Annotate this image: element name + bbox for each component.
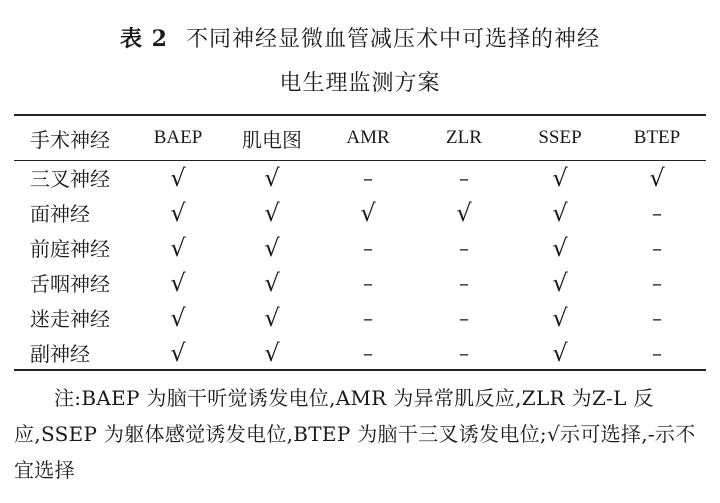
cell-baep: √ — [170, 268, 186, 297]
header-surgical-nerve: 手术神经 — [30, 127, 110, 152]
cell-zlr: – — [459, 340, 469, 365]
cell-baep: √ — [170, 338, 186, 367]
table-row — [14, 230, 706, 265]
cell-emg: √ — [264, 338, 280, 367]
table-row — [14, 335, 706, 370]
row-nerve-name: 舌咽神经 — [30, 272, 110, 296]
table-number-label: 表 2 — [120, 26, 168, 52]
row-nerve-name: 前庭神经 — [30, 237, 110, 261]
cell-baep: √ — [170, 198, 186, 227]
cell-amr: √ — [360, 198, 376, 227]
cell-btep: – — [652, 305, 662, 330]
table-row — [14, 300, 706, 335]
cell-emg: √ — [264, 233, 280, 262]
cell-ssep: √ — [552, 233, 568, 262]
row-nerve-name: 迷走神经 — [30, 307, 110, 331]
header-zlr: ZLR — [446, 127, 482, 148]
cell-baep: √ — [170, 163, 186, 192]
header-baep: BAEP — [153, 127, 203, 148]
cell-btep: – — [652, 270, 662, 295]
header-amr: AMR — [346, 127, 390, 148]
table-row — [14, 265, 706, 300]
cell-amr: – — [363, 305, 373, 330]
header-ssep: SSEP — [538, 127, 582, 148]
table-row — [14, 195, 706, 230]
cell-emg: √ — [264, 268, 280, 297]
table-footnote: 注:BAEP 为脑干听觉诱发电位,AMR 为异常肌反应,ZLR 为Z-L 反应,SSEP 为躯体感觉诱发电位,BTEP 为脑干三叉诱发电位;√示可选择,-示不宜选择 — [14, 386, 696, 482]
cell-baep: √ — [170, 233, 186, 262]
cell-zlr: √ — [456, 198, 472, 227]
monitoring-table — [14, 116, 706, 370]
cell-ssep: √ — [552, 163, 568, 192]
cell-emg: √ — [264, 198, 280, 227]
cell-amr: – — [363, 340, 373, 365]
table-row — [14, 160, 706, 195]
cell-zlr: – — [459, 235, 469, 260]
cell-btep: – — [652, 235, 662, 260]
cell-ssep: √ — [552, 268, 568, 297]
cell-ssep: √ — [552, 303, 568, 332]
cell-amr: – — [363, 165, 373, 190]
cell-emg: √ — [264, 303, 280, 332]
row-nerve-name: 三叉神经 — [30, 167, 110, 191]
cell-btep: √ — [649, 163, 665, 192]
cell-amr: – — [363, 270, 373, 295]
row-nerve-name: 面神经 — [30, 202, 90, 226]
cell-baep: √ — [170, 303, 186, 332]
table-header-row — [14, 116, 706, 160]
cell-zlr: – — [459, 305, 469, 330]
table-title — [0, 22, 720, 53]
row-nerve-name: 副神经 — [30, 342, 90, 366]
header-btep: BTEP — [633, 127, 681, 148]
cell-ssep: √ — [552, 338, 568, 367]
cell-emg: √ — [264, 163, 280, 192]
cell-ssep: √ — [552, 198, 568, 227]
cell-btep: – — [652, 340, 662, 365]
table-title-line-1: 不同神经显微血管减压术中可选择的神经 — [185, 27, 600, 52]
table-title-line-2: 电生理监测方案 — [279, 71, 441, 96]
cell-zlr: – — [459, 165, 469, 190]
header-emg: 肌电图 — [242, 127, 302, 152]
cell-zlr: – — [459, 270, 469, 295]
cell-amr: – — [363, 235, 373, 260]
cell-btep: – — [652, 200, 662, 225]
